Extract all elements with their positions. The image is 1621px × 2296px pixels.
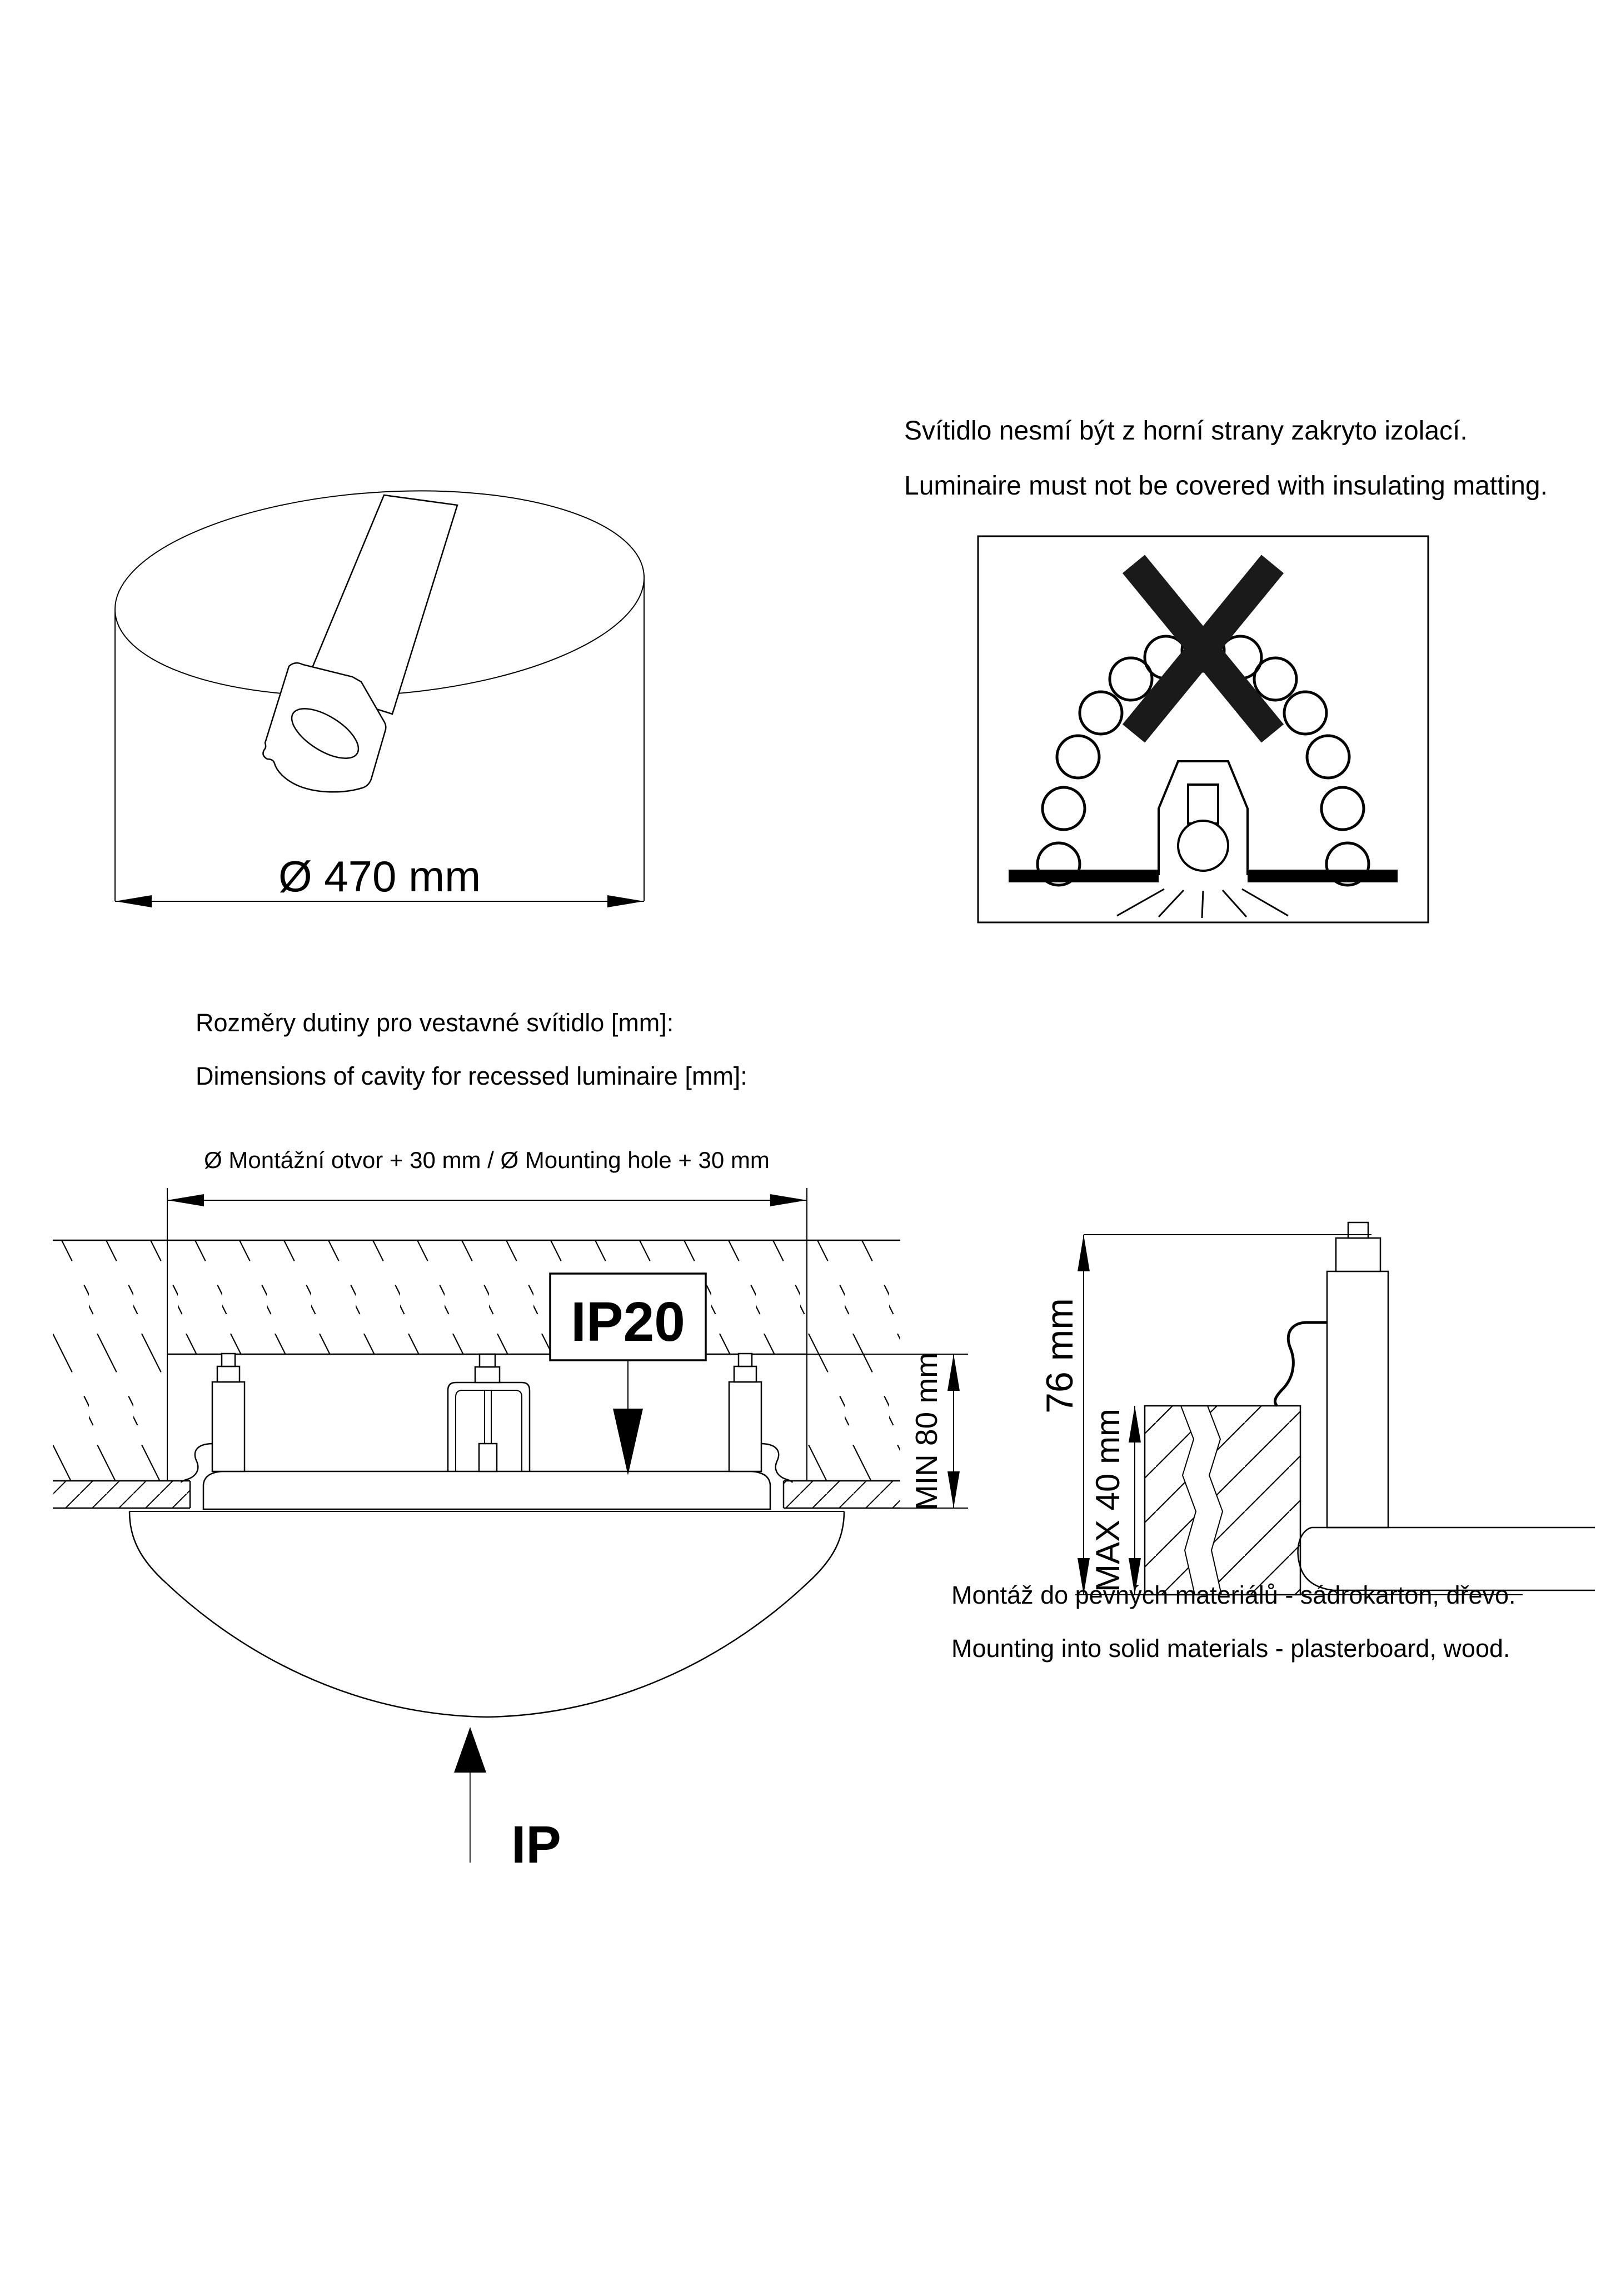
dim-arrow-right-icon [607, 895, 644, 907]
insulation-note-en: Luminaire must not be covered with insulating matting. [904, 471, 1548, 501]
ip20-down-arrow-icon [613, 1409, 643, 1475]
insulation-hatch-top [53, 1240, 900, 1354]
post-nut-left [217, 1366, 240, 1382]
post-screw-right [739, 1354, 752, 1366]
bracket-screw [480, 1354, 495, 1367]
cavity-heading-cs: Rozměry dutiny pro vestavné svítidlo [mm]: [196, 1009, 674, 1037]
dim-arrow-right-icon [770, 1194, 807, 1206]
dim-arrow-up-icon [1129, 1406, 1141, 1443]
min-depth-label: MIN 80 mm [909, 1352, 944, 1511]
mounting-note-cs: Montáž do pevných materiálů - sádrokarton, dřevo. [951, 1581, 1516, 1609]
plasterboard-strip-right [784, 1481, 900, 1508]
lamp-bulb [1178, 821, 1228, 871]
saw-cutting-mounting-hole-icon [108, 474, 651, 907]
detail-height-label: 76 mm [1039, 1298, 1081, 1414]
cavity-heading-en: Dimensions of cavity for recessed luminaire [mm]: [196, 1062, 747, 1090]
plasterboard-strip-left [53, 1481, 190, 1508]
bracket-nut [475, 1367, 500, 1382]
detail-nut [1336, 1238, 1380, 1271]
dome-diffuser [129, 1511, 844, 1717]
detail-spring-clip [1275, 1322, 1327, 1406]
mounting-post-left [212, 1382, 245, 1471]
clamp-mounting-detail [1039, 1222, 1595, 1595]
mounting-note-en: Mounting into solid materials - plasterboard, wood. [951, 1634, 1510, 1663]
dim-arrow-up-icon [947, 1354, 960, 1391]
dim-arrow-down-icon [947, 1471, 960, 1508]
insulation-note-cs: Svítidlo nesmí být z horní strany zakryto izolací. [904, 416, 1468, 446]
recessed-luminaire-cross-section [53, 1147, 968, 1874]
detail-screw-tip [1348, 1222, 1368, 1238]
dim-arrow-left-icon [167, 1194, 204, 1206]
ceiling-bar-left [1009, 870, 1159, 882]
dim-arrow-left-icon [115, 895, 152, 907]
post-nut-right [734, 1366, 756, 1382]
panel-block-hatch [1145, 1406, 1300, 1595]
mounting-post-right [729, 1382, 761, 1471]
bracket-ferrule [479, 1444, 497, 1471]
ip20-label: IP20 [571, 1291, 685, 1353]
insulation-hatch-right [807, 1354, 900, 1481]
no-insulation-over-luminaire-icon [978, 536, 1428, 922]
panel-max-label: MAX 40 mm [1089, 1408, 1126, 1593]
ip-up-arrow-icon [454, 1727, 486, 1773]
cavity-width-label: Ø Montážní otvor + 30 mm / Ø Mounting hole + 30 mm [204, 1147, 770, 1173]
luminaire-body [203, 1471, 770, 1509]
dim-arrow-up-icon [1078, 1235, 1090, 1271]
insulation-hatch-left [53, 1354, 167, 1481]
cutout-diameter-label: Ø 470 mm [278, 852, 481, 901]
ip-pointer-label: IP [511, 1815, 561, 1874]
post-screw-left [222, 1354, 235, 1366]
lamp-socket [1188, 785, 1218, 823]
ceiling-bar-right [1248, 870, 1398, 882]
detail-post [1327, 1271, 1388, 1528]
